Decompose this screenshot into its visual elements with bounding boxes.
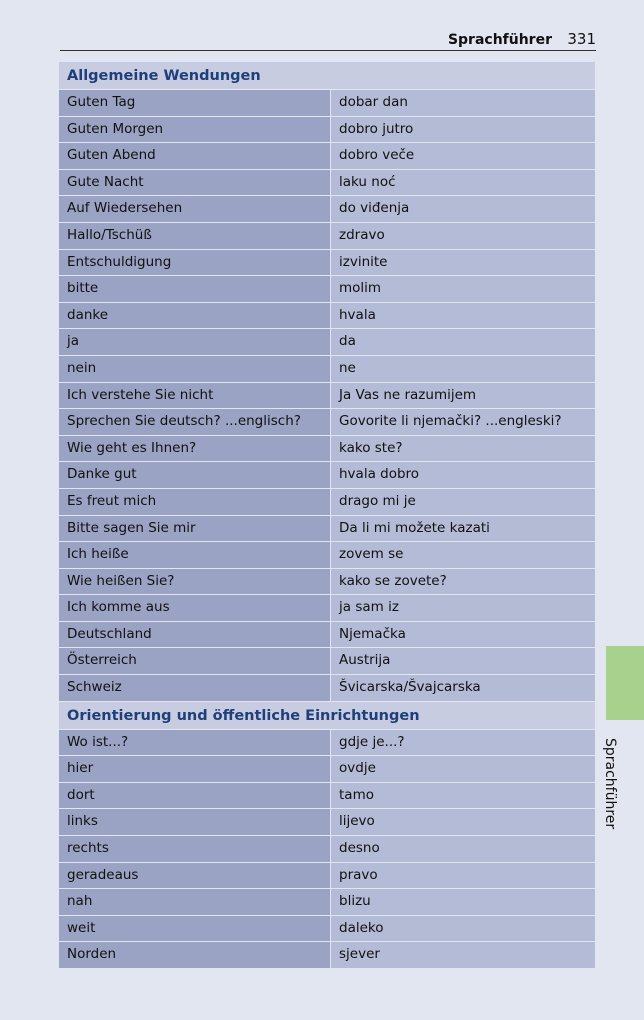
german-phrase: geradeaus (59, 863, 331, 889)
german-phrase: hier (59, 756, 331, 782)
german-phrase: Wo ist...? (59, 730, 331, 756)
german-phrase: Wie geht es Ihnen? (59, 436, 331, 462)
german-phrase: links (59, 809, 331, 835)
phrase-row (59, 863, 595, 890)
phrase-row (59, 356, 595, 383)
phrase-row (59, 648, 595, 675)
phrase-row (59, 196, 595, 223)
croatian-phrase: dobro veče (331, 143, 595, 169)
croatian-phrase: kako ste? (331, 436, 595, 462)
phrase-row (59, 303, 595, 330)
croatian-phrase: pravo (331, 863, 595, 889)
running-head (60, 30, 596, 51)
german-phrase: Ich komme aus (59, 595, 331, 621)
phrase-row (59, 595, 595, 622)
german-phrase: Hallo/Tschüß (59, 223, 331, 249)
german-phrase: rechts (59, 836, 331, 862)
german-phrase: Schweiz (59, 675, 331, 701)
phrase-row (59, 329, 595, 356)
phrase-row (59, 809, 595, 836)
german-phrase: Guten Tag (59, 90, 331, 116)
croatian-phrase: zdravo (331, 223, 595, 249)
croatian-phrase: molim (331, 276, 595, 302)
phrase-row (59, 569, 595, 596)
phrase-row (59, 462, 595, 489)
phrase-row (59, 783, 595, 810)
croatian-phrase: Ja Vas ne razumijem (331, 383, 595, 409)
croatian-phrase: daleko (331, 916, 595, 942)
german-phrase: Guten Abend (59, 143, 331, 169)
german-phrase: Gute Nacht (59, 170, 331, 196)
german-phrase: Danke gut (59, 462, 331, 488)
croatian-phrase: do viđenja (331, 196, 595, 222)
german-phrase: Deutschland (59, 622, 331, 648)
german-phrase: bitte (59, 276, 331, 302)
german-phrase: Sprechen Sie deutsch? ...englisch? (59, 409, 331, 435)
phrase-row (59, 942, 595, 969)
croatian-phrase: laku noć (331, 170, 595, 196)
phrase-row (59, 516, 595, 543)
section-header: Allgemeine Wendungen (59, 62, 595, 90)
croatian-phrase: ovdje (331, 756, 595, 782)
side-tab-label: Sprachführer (602, 738, 618, 830)
croatian-phrase: kako se zovete? (331, 569, 595, 595)
phrase-row (59, 889, 595, 916)
croatian-phrase: blizu (331, 889, 595, 915)
croatian-phrase: izvinite (331, 250, 595, 276)
croatian-phrase: gdje je...? (331, 730, 595, 756)
croatian-phrase: sjever (331, 942, 595, 968)
german-phrase: Ich verstehe Sie nicht (59, 383, 331, 409)
page-number: 331 (567, 30, 596, 48)
croatian-phrase: drago mi je (331, 489, 595, 515)
croatian-phrase: ja sam iz (331, 595, 595, 621)
phrase-row (59, 730, 595, 757)
croatian-phrase: ne (331, 356, 595, 382)
croatian-phrase: Švicarska/Švajcarska (331, 675, 595, 701)
thumb-index-tab (606, 646, 644, 720)
croatian-phrase: Da li mi možete kazati (331, 516, 595, 542)
german-phrase: nah (59, 889, 331, 915)
german-phrase: weit (59, 916, 331, 942)
section-header: Orientierung und öffentliche Einrichtungen (59, 702, 595, 730)
croatian-phrase: lijevo (331, 809, 595, 835)
phrase-row (59, 675, 595, 702)
german-phrase: dort (59, 783, 331, 809)
phrase-row (59, 542, 595, 569)
croatian-phrase: dobro jutro (331, 117, 595, 143)
german-phrase: Norden (59, 942, 331, 968)
croatian-phrase: Austrija (331, 648, 595, 674)
croatian-phrase: hvala (331, 303, 595, 329)
german-phrase: Ich heiße (59, 542, 331, 568)
croatian-phrase: Govorite li njemački? ...engleski? (331, 409, 595, 435)
german-phrase: ja (59, 329, 331, 355)
phrase-row (59, 916, 595, 943)
phrase-row (59, 489, 595, 516)
croatian-phrase: hvala dobro (331, 462, 595, 488)
german-phrase: danke (59, 303, 331, 329)
phrase-table (59, 62, 595, 969)
phrase-row (59, 170, 595, 197)
german-phrase: Entschuldigung (59, 250, 331, 276)
croatian-phrase: desno (331, 836, 595, 862)
german-phrase: Auf Wiedersehen (59, 196, 331, 222)
german-phrase: Österreich (59, 648, 331, 674)
phrase-row (59, 756, 595, 783)
phrase-row (59, 117, 595, 144)
phrase-row (59, 383, 595, 410)
phrase-row (59, 90, 595, 117)
phrase-row (59, 409, 595, 436)
phrase-row (59, 250, 595, 277)
phrase-row (59, 436, 595, 463)
phrase-row (59, 836, 595, 863)
croatian-phrase: tamo (331, 783, 595, 809)
croatian-phrase: da (331, 329, 595, 355)
phrase-row (59, 622, 595, 649)
german-phrase: Wie heißen Sie? (59, 569, 331, 595)
german-phrase: nein (59, 356, 331, 382)
croatian-phrase: dobar dan (331, 90, 595, 116)
german-phrase: Bitte sagen Sie mir (59, 516, 331, 542)
phrase-row (59, 276, 595, 303)
phrase-row (59, 223, 595, 250)
running-title: Sprachführer (447, 32, 552, 48)
german-phrase: Guten Morgen (59, 117, 331, 143)
croatian-phrase: Njemačka (331, 622, 595, 648)
croatian-phrase: zovem se (331, 542, 595, 568)
phrase-row (59, 143, 595, 170)
german-phrase: Es freut mich (59, 489, 331, 515)
